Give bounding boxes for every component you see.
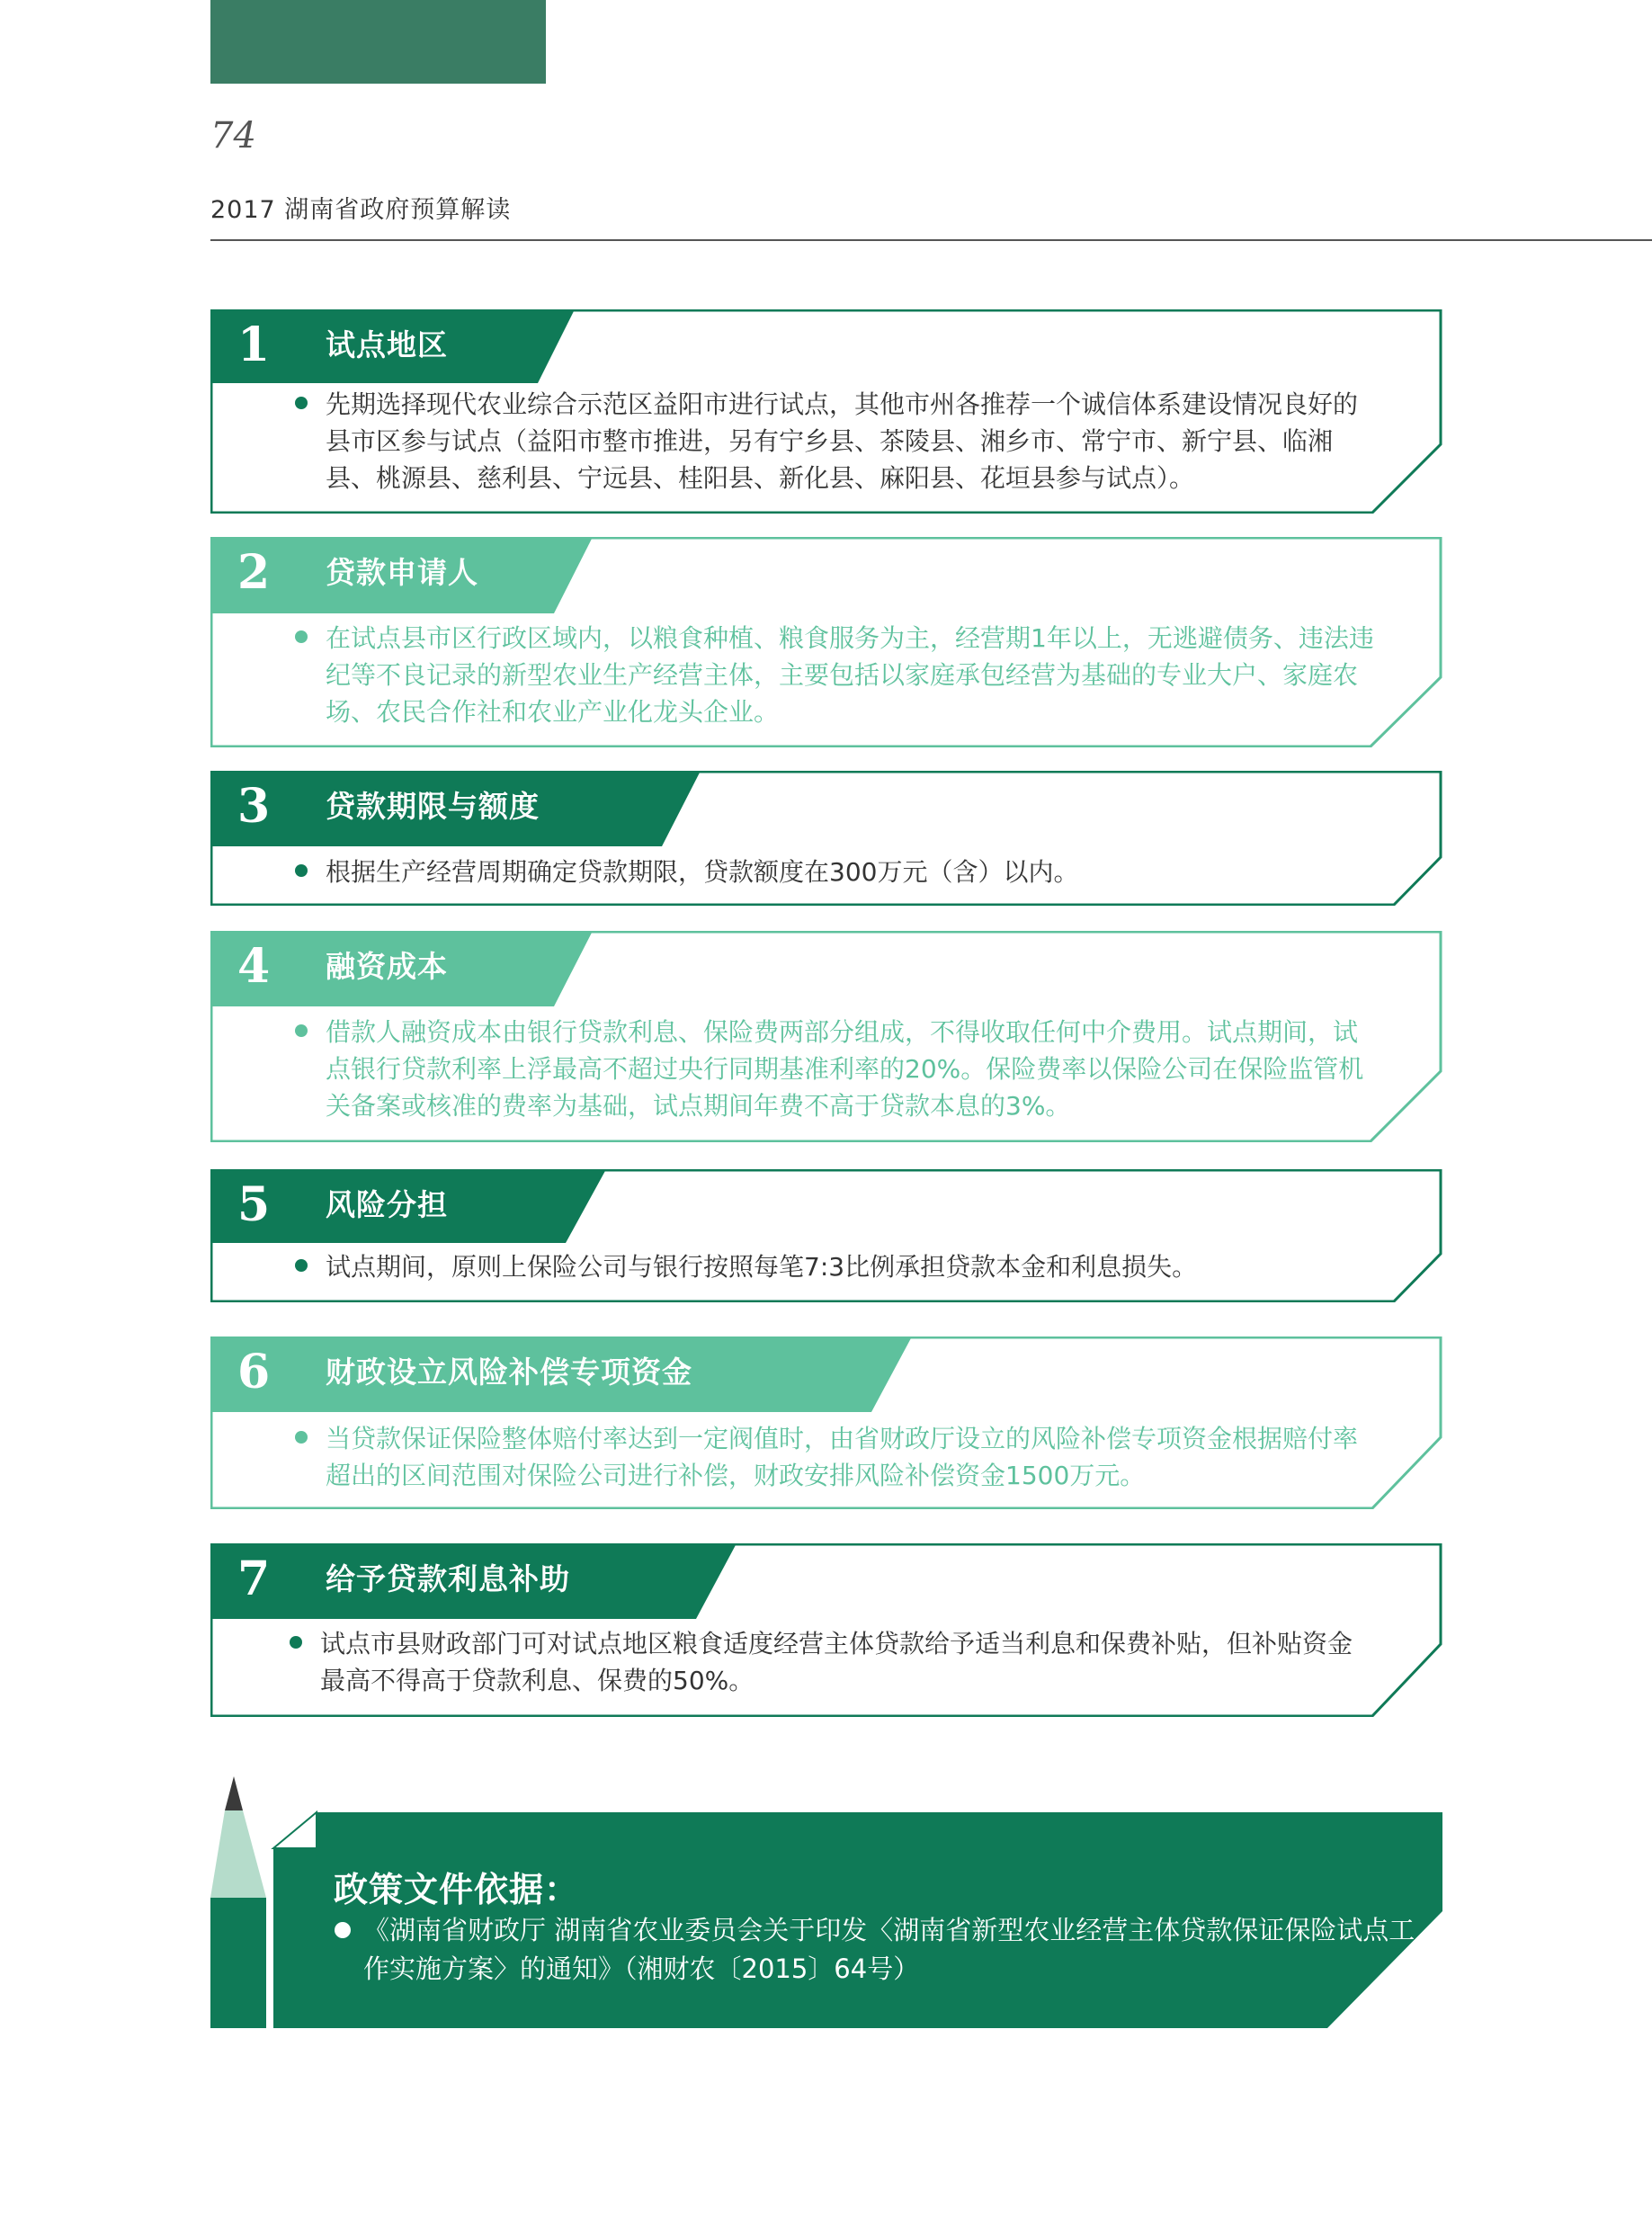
header-divider (210, 239, 1652, 241)
section-title: 贷款申请人 (326, 555, 478, 590)
section-text: 试点市县财政部门可对试点地区粮食适度经营主体贷款给予适当利息和保费补贴，但补贴资金最高不得高于贷款利息、保费的50%。 (320, 1629, 1353, 1695)
section-text: 在试点县市区行政区域内，以粮食种植、粮食服务为主，经营期1年以上，无逃避债务、违法违纪等不良记录的新型农业生产经营主体，主要包括以家庭承包经营为基础的专业大户、家庭农场、农民合作社和农业产业化龙头企业。 (326, 623, 1374, 727)
bullet-icon (295, 1431, 308, 1444)
section-title: 贷款期限与额度 (326, 789, 540, 824)
section-body (326, 1420, 1378, 1494)
section-text: 先期选择现代农业综合示范区益阳市进行试点，其他市州各推荐一个诚信体系建设情况良好的县市区参与试点（益阳市整市推进，另有宁乡县、茶陵县、湘乡市、常宁市、新宁县、临湘县、桃源县、慈利县、宁远县、桂阳县、新化县、麻阳县、花垣县参与试点）。 (326, 389, 1359, 493)
section-body (326, 1248, 1378, 1285)
bullet-icon (295, 864, 308, 877)
section-body (326, 1014, 1378, 1124)
page-number: 74 (210, 115, 256, 156)
section-text: 根据生产经营周期确定贷款期限，贷款额度在300万元（含）以内。 (326, 857, 1079, 887)
policy-text-body (363, 1911, 1415, 1989)
section-3 (210, 771, 1442, 906)
section-title: 试点地区 (326, 327, 448, 362)
section-title: 融资成本 (326, 949, 448, 984)
section-2 (210, 537, 1442, 747)
section-number: 6 (237, 1345, 271, 1399)
section-number: 5 (237, 1177, 271, 1232)
bullet-icon (335, 1922, 351, 1938)
section-body (326, 386, 1378, 496)
section-number: 2 (237, 545, 271, 600)
section-body (326, 620, 1378, 730)
section-5 (210, 1169, 1442, 1302)
section-6 (210, 1336, 1442, 1509)
section-7 (210, 1543, 1442, 1717)
section-number: 1 (237, 317, 271, 372)
policy-title: 政策文件依据： (334, 1870, 580, 1909)
section-number: 4 (237, 939, 271, 994)
section-title: 给予贷款利息补助 (326, 1561, 570, 1596)
section-title: 财政设立风险补偿专项资金 (326, 1354, 692, 1390)
header-tab (210, 0, 546, 84)
bullet-icon (295, 397, 308, 409)
document-title: 2017 湖南省政府预算解读 (210, 196, 512, 224)
policy-text: 《湖南省财政厅 湖南省农业委员会关于印发〈湖南省新型农业经营主体贷款保证保险试点工作实施方案〉的通知》（湘财农〔2015〕64号） (363, 1915, 1415, 1984)
bullet-icon (290, 1636, 302, 1649)
section-1 (210, 309, 1442, 514)
bullet-icon (295, 1259, 308, 1272)
section-4 (210, 931, 1442, 1142)
section-body (320, 1625, 1377, 1699)
section-body (326, 854, 1378, 890)
section-number: 3 (237, 779, 271, 834)
policy-reference-box (210, 1776, 1442, 2028)
section-text: 当贷款保证保险整体赔付率达到一定阀值时，由省财政厅设立的风险补偿专项资金根据赔付率超出的区间范围对保险公司进行补偿，财政安排风险补偿资金1500万元。 (326, 1424, 1359, 1490)
bullet-icon (295, 630, 308, 643)
section-text: 借款人融资成本由银行贷款利息、保险费两部分组成，不得收取任何中介费用。试点期间，试点银行贷款利率上浮最高不超过央行同期基准利率的20%。保险费率以保险公司在保险监管机关备案或核准的费率为基础，试点期间年费不高于贷款本息的3%。 (326, 1017, 1364, 1121)
section-text: 试点期间，原则上保险公司与银行按照每笔7:3比例承担贷款本金和利息损失。 (326, 1252, 1198, 1282)
bullet-icon (295, 1024, 308, 1037)
section-number: 7 (237, 1551, 271, 1606)
section-title: 风险分担 (326, 1187, 448, 1222)
